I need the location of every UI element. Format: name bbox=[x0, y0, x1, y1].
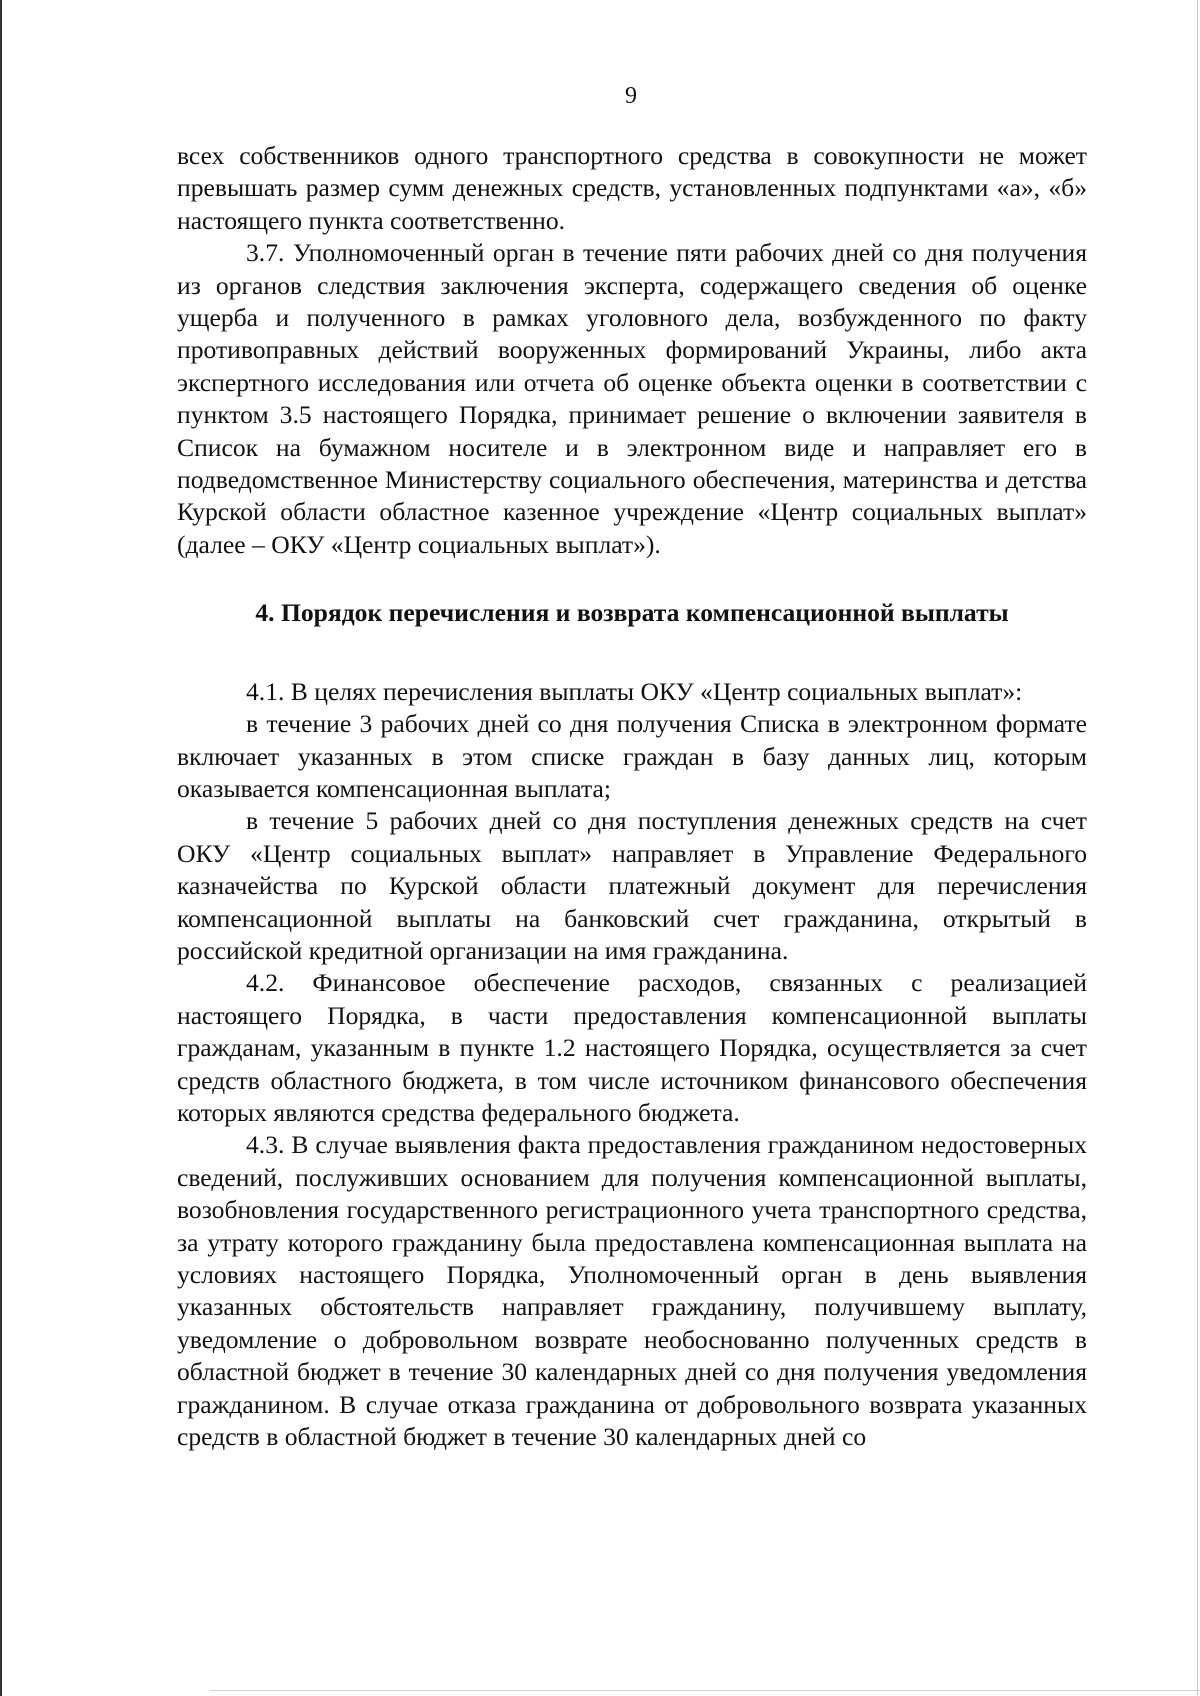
scan-edge-left bbox=[0, 0, 2, 1696]
document-body bbox=[177, 140, 1087, 1453]
paragraph-3-7: 3.7. Уполномоченный орган в течение пяти рабочих дней со дня получения из органов следствия заключения эксперта, содержащего сведения об оценке ущерба и полученного в рамках уголовного дела, возбужденного по факту противоправных действий вооруженных формирований Украины, либо акта экспертного исследования или отчета об оценке объекта оценки в соответствии с пунктом 3.5 настоящего Порядка, принимает решение о включении заявителя в Список на бумажном носителе и в электронном виде и направляет его в подведомственное Министерству социального обеспечения, материнства и детства Курской области областное казенное учреждение «Центр социальных выплат» (далее – ОКУ «Центр социальных выплат»). bbox=[177, 238, 1087, 559]
paragraph-4-3: 4.3. В случае выявления факта предоставления гражданином недостоверных сведений, послуживших основанием для получения компенсационной выплаты, возобновления государственного регистрационного учета транспортного средства, за утрату которого гражданину была предоставлена компенсационная выплата на условиях настоящего Порядка, Уполномоченный орган в день выявления указанных обстоятельств направляет гражданину, получившему выплату, уведомление о добровольном возврате необоснованно полученных средств в областной бюджет в течение 30 календарных дней со дня получения уведомления гражданином. В случае отказа гражданина от добровольного возврата указанных средств в областной бюджет в течение 30 календарных дней со bbox=[177, 1130, 1087, 1452]
paragraph-4-2: 4.2. Финансовое обеспечение расходов, связанных с реализацией настоящего Порядка, в части предоставления компенсационной выплаты гражданам, указанным в пункте 1.2 настоящего Порядка, осуществляется за счет средств областного бюджета, в том числе источником финансового обеспечения которых являются средства федерального бюджета. bbox=[177, 968, 1087, 1127]
page-number: 9 bbox=[625, 83, 637, 109]
paragraph-continuation: всех собственников одного транспортного средства в совокупности не может превышать размер сумм денежных средств, установленных подпунктами «а», «б» настоящего пункта соответственно. bbox=[177, 141, 1087, 235]
section-heading: 4. Порядок перечисления и возврата компенсационной выплаты bbox=[255, 598, 1009, 628]
scan-edge-right bbox=[1197, 0, 1198, 1696]
paragraph-4-1-list-item-2: в течение 5 рабочих дней со дня поступления денежных средств на счет ОКУ «Центр социальных выплат» направляет в Управление Федерального казначейства по Курской области платежный документ для перечисления компенсационной выплаты на банковский счет гражданина, открытый в российской кредитной организации на имя гражданина. bbox=[177, 806, 1087, 965]
paragraph-4-1-list-item-1: в течение 3 рабочих дней со дня получения Списка в электронном формате включает указанных в этом списке граждан в базу данных лиц, которым оказывается компенсационная выплата; bbox=[177, 709, 1087, 803]
scan-edge-bottom bbox=[210, 1690, 1200, 1691]
paragraph-4-1: 4.1. В целях перечисления выплаты ОКУ «Центр социальных выплат»: bbox=[246, 676, 1023, 706]
